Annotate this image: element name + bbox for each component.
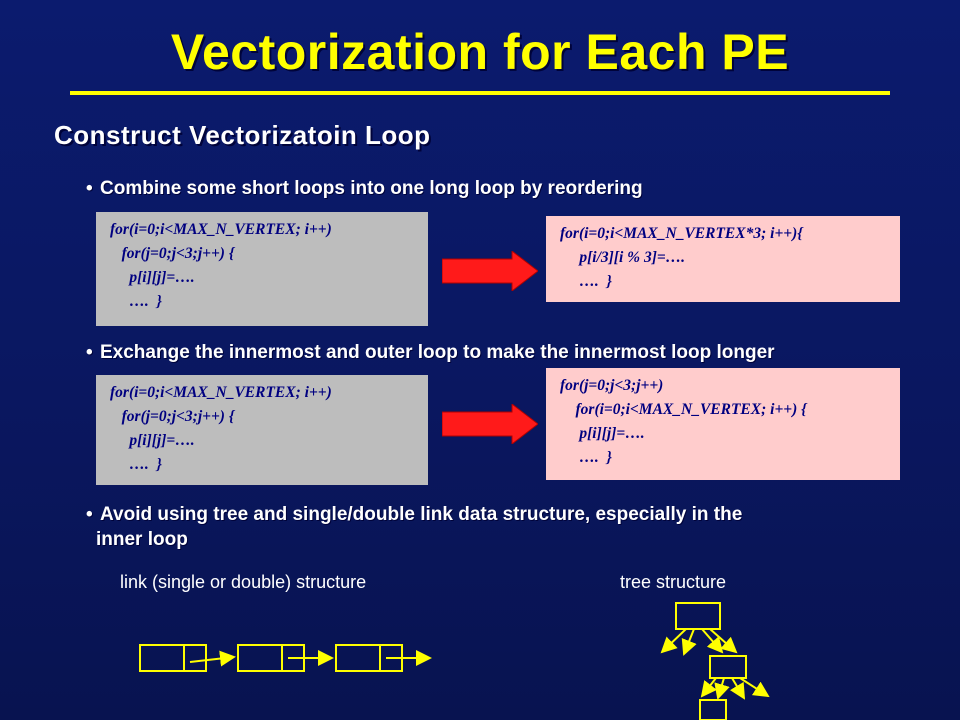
code-line: for(i=0;i<MAX_N_VERTEX; i++) { bbox=[560, 401, 807, 418]
code-line: for(i=0;i<MAX_N_VERTEX; i++) bbox=[110, 221, 332, 238]
code-line: p[i/3][i % 3]=…. bbox=[560, 249, 686, 266]
list-node-1 bbox=[140, 645, 206, 671]
code-after-combine bbox=[546, 216, 900, 302]
code-line: …. } bbox=[110, 456, 162, 473]
bullet-dot-icon: • bbox=[86, 504, 93, 525]
title-underline bbox=[70, 91, 890, 95]
tree-grandchild-node bbox=[700, 700, 726, 720]
code-line: for(i=0;i<MAX_N_VERTEX; i++) bbox=[110, 384, 332, 401]
right-arrow-icon bbox=[442, 251, 538, 291]
code-line: for(j=0;j<3;j++) { bbox=[110, 408, 235, 425]
bullet-combine-loops bbox=[86, 176, 643, 201]
code-line: p[i][j]=…. bbox=[110, 269, 195, 286]
code-before-exchange bbox=[96, 375, 428, 485]
bullet-text: Avoid using tree and single/double link data structure, especially in the bbox=[100, 504, 743, 525]
bullet-dot-icon: • bbox=[86, 342, 93, 363]
tree-root-node bbox=[676, 603, 720, 629]
bullet-avoid-trees bbox=[86, 502, 742, 552]
slide-subtitle: Construct Vectorizatoin Loop bbox=[54, 120, 431, 150]
linked-list-diagram bbox=[130, 632, 440, 682]
slide-title: Vectorization for Each PE bbox=[170, 24, 790, 80]
link-structure-label: link (single or double) structure bbox=[120, 572, 367, 592]
bullet-exchange-loops bbox=[86, 340, 775, 365]
code-line: …. } bbox=[560, 273, 612, 290]
bullet-text: Combine some short loops into one long loop by reordering bbox=[100, 178, 643, 199]
code-line: for(i=0;i<MAX_N_VERTEX*3; i++){ bbox=[560, 225, 803, 242]
tree-diagram bbox=[640, 600, 800, 720]
tree-structure-label: tree structure bbox=[620, 572, 727, 592]
code-line: p[i][j]=…. bbox=[110, 432, 195, 449]
code-before-combine bbox=[96, 212, 428, 326]
right-arrow-icon bbox=[442, 404, 538, 444]
bullet-text: Exchange the innermost and outer loop to make the innermost loop longer bbox=[100, 342, 775, 363]
bullet-text-continued: inner loop bbox=[96, 529, 188, 550]
code-line: …. } bbox=[560, 449, 612, 466]
bullet-dot-icon: • bbox=[86, 178, 93, 199]
code-line: p[i][j]=…. bbox=[560, 425, 645, 442]
code-line: …. } bbox=[110, 293, 162, 310]
code-after-exchange bbox=[546, 368, 900, 480]
tree-child-node bbox=[710, 656, 746, 678]
code-line: for(j=0;j<3;j++) { bbox=[110, 245, 235, 262]
code-line: for(j=0;j<3;j++) bbox=[560, 377, 664, 394]
